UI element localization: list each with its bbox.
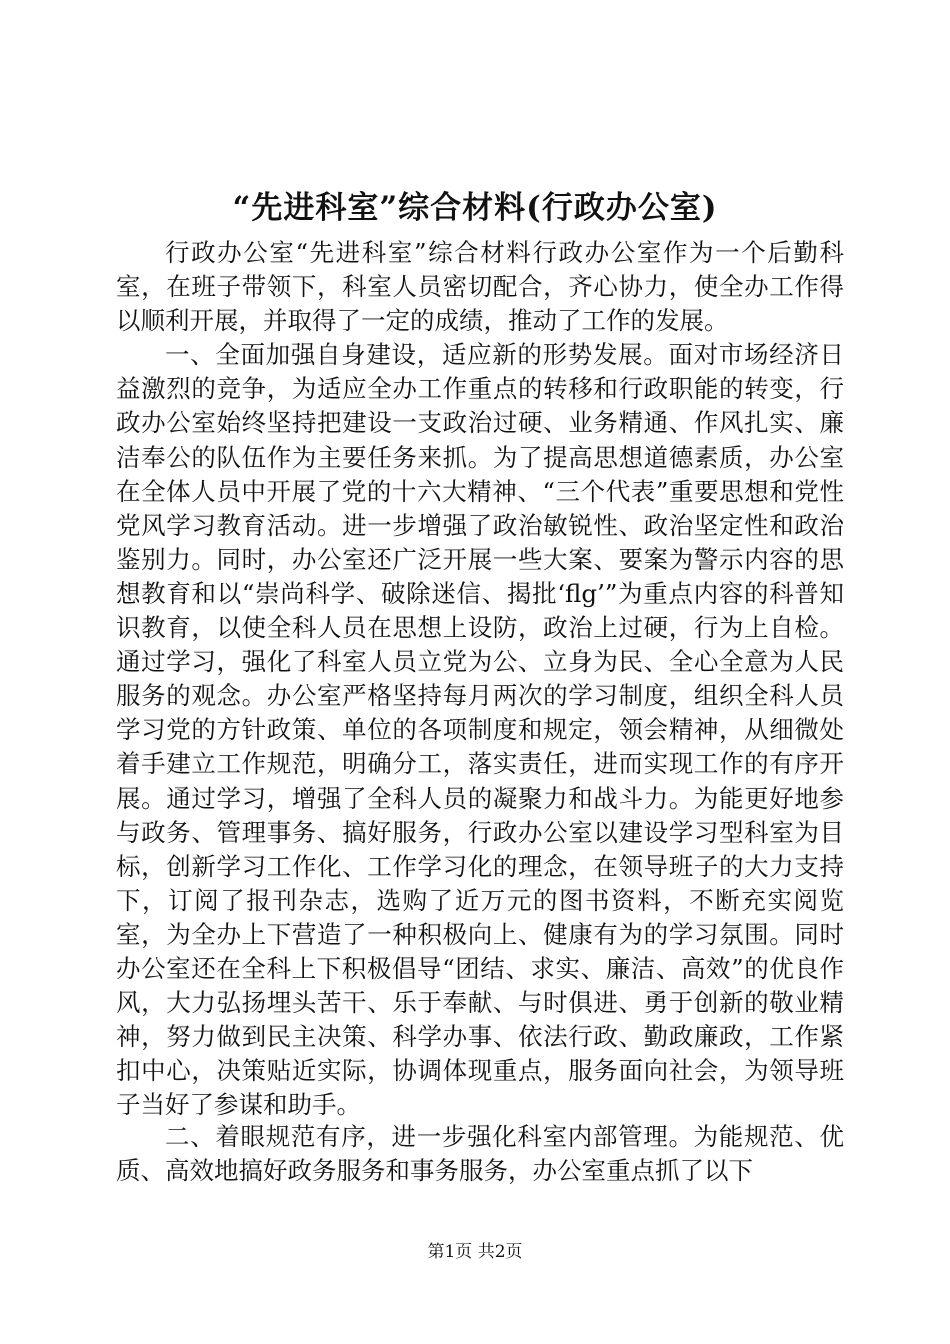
paragraph-section-one: 一、全面加强自身建设，适应新的形势发展。面对市场经济日益激烈的竞争，为适应全办工作重点的转移和行政职能的转变，行政办公室始终坚持把建设一支政治过硬、业务精通、作风扎实、廉洁奉公的队伍作为主要任务来抓。为了提高思想道德素质，办公室在全体人员中开展了党的十六大精神、“三个代表”重要思想和党性党风学习教育活动。进一步增强了政治敏锐性、政治坚定性和政治鉴别力。同时，办公室还广泛开展一些大案、要案为警示内容的思想教育和以“崇尚科学、破除迷信、揭批‘flg’”为重点内容的科普知识教育，以使全科人员在思想上设防，政治上过硬，行为上自检。通过学习，强化了科室人员立党为公、立身为民、全心全意为人民服务的观念。办公室严格坚持每月两次的学习制度，组织全科人员学习党的方针政策、单位的各项制度和规定，领会精神，从细微处着手建立工作规范，明确分工，落实责任，进而实现工作的有序开展。通过学习，增强了全科人员的凝聚力和战斗力。为能更好地参与政务、管理事务、搞好服务，行政办公室以建设学习型科室为目标，创新学习工作化、工作学习化的理念，在领导班子的大力支持下，订阅了报刊杂志，选购了近万元的图书资料，不断充实阅览室，为全办上下营造了一种积极向上、健康有为的学习氛围。同时办公室还在全科上下积极倡导“团结、求实、廉洁、高效”的优良作风，大力弘扬埋头苦干、乐于奉献、与时俱进、勇于创新的敬业精神，努力做到民主决策、科学办事、依法行政、勤政廉政，工作紧扣中心，决策贴近实际，协调体现重点，服务面向社会，为领导班子当好了参谋和助手。 — [116, 340, 844, 1120]
document-body — [116, 236, 844, 1122]
page-number: 第1页 共2页 — [427, 1242, 523, 1262]
paragraph-intro: 行政办公室“先进科室”综合材料行政办公室作为一个后勤科室，在班子带领下，科室人员密切配合，齐心协力，使全办工作得以顺利开展，并取得了一定的成绩，推动了工作的发展。 — [116, 238, 844, 336]
document-title: “先进科室”综合材料(行政办公室) — [232, 190, 718, 226]
paragraph-section-two: 二、着眼规范有序，进一步强化科室内部管理。为能规范、优质、高效地搞好政务服务和事务服务，办公室重点抓了以下 — [116, 1122, 844, 1186]
document-body-continued — [116, 1120, 844, 1188]
